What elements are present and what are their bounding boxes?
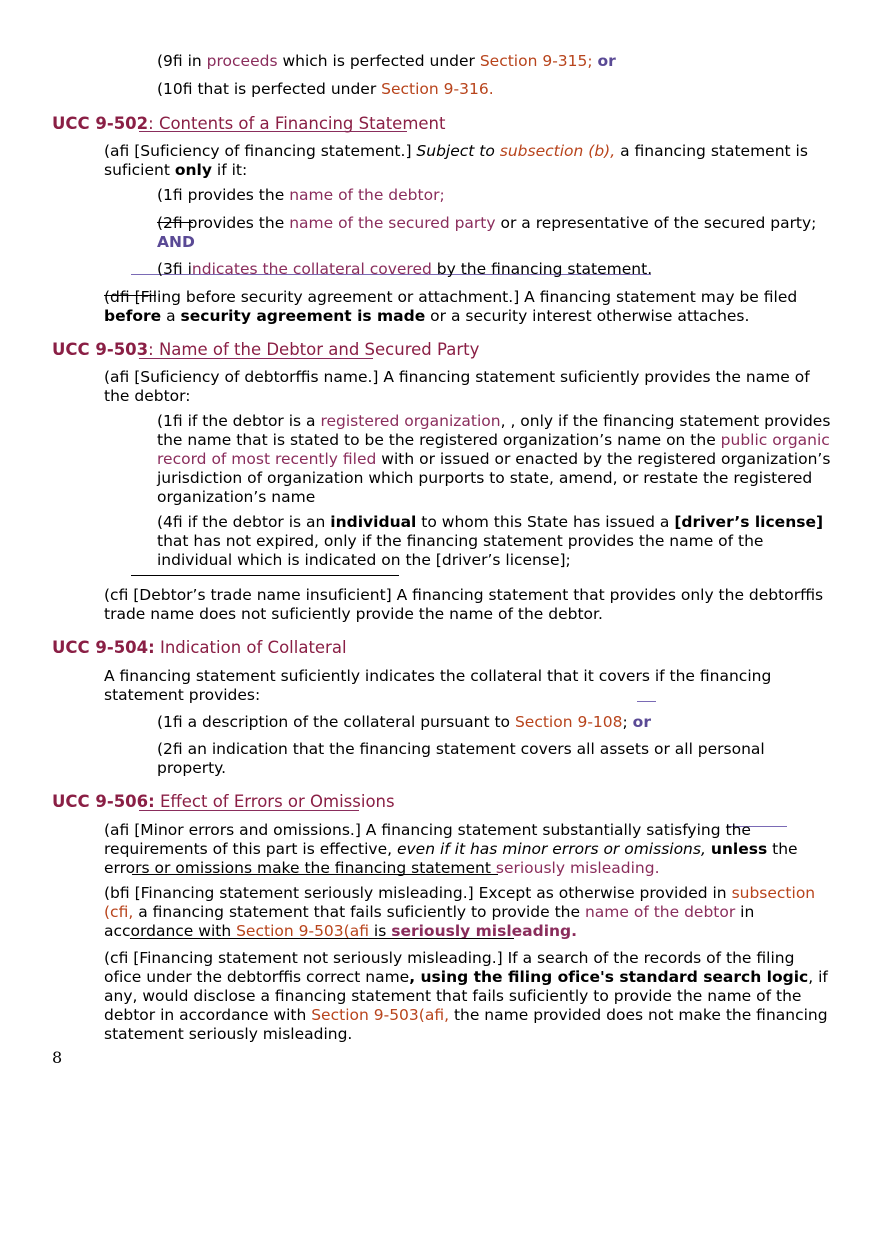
heading-9-506: UCC 9-506: Effect of Errors or Omissions [52,792,395,811]
s502-item-2: (2fi provides the name of the secured party or a representative of the secured party; AND [157,214,817,251]
name-of-debtor-link[interactable]: name of the debtor [584,903,736,921]
section-9-315-ref[interactable]: Section 9-315; [479,52,593,70]
s502-item-1: (1fi provides the name of the debtor; [157,186,445,204]
s503-item-1: (1fi if the debtor is a registered organization, , only if the financing statement provides the name that is stated to be the registered organization’s name on the public organic record of most recently filed with or issued or enacted by the registered organization’s jurisdiction of organization which purports to state, amend, or restate the registered organization’s name [157,412,831,506]
section-9-316-ref[interactable]: Section 9-316. [381,80,494,98]
name-of-debtor-link[interactable]: name of the debtor; [289,186,445,204]
s503-para-a: (afi [Sufi̇ciency of debtorffis name.] A financing statement sufi̇ciently provides the name of the debtor: [104,368,810,405]
proceeds-link[interactable]: proceeds [206,52,278,70]
seriously-misleading-link[interactable]: seriously misleading. [495,859,660,877]
heading-underline [139,358,373,359]
indicates-collateral-link[interactable]: ndicates the collateral covered [191,260,432,278]
s506-para-b: (bfi [Financing statement seriously misleading.] Except as otherwise provided in subsection (cfi, a financing statement that fails sufi̇ciently to provide the name of the debtor in accordance with Section 9-503(afi is seriously misleading. [104,884,816,940]
separator-line [131,575,399,576]
s504-item-1: (1fi a description of the collateral pursuant to Section 9-108; or [157,713,651,731]
s503-para-c: (cfi [Debtor’s trade name insufi̇cient] A financing statement that provides only the debtorffis trade name does not sufi̇ciently provide the name of the debtor. [104,586,824,623]
s504-item-2: (2fi an indication that the financing statement covers all assets or all personal property. [157,740,765,777]
section-9-503a-ref[interactable]: Section 9-503(afi, [311,1006,450,1024]
s506-para-c: (cfi [Financing statement not seriously misleading.] If a search of the records of the filing ofi̇ce under the debtorffis correct name, using the filing ofi̇ce's standard search logic, if any, would disclose a financing statement that fails sufi̇ciently to provide the name of the debtor in accordance with Section 9-503(afi, the name provided does not make the financing statement seriously misleading. [104,949,828,1043]
heading-9-503: UCC 9-503: Name of the Debtor and Secured Party [52,340,480,359]
s503-item-4: (4fi if the debtor is an individual to whom this State has issued a [driver’s license] that has not expired, only if the financing statement provides the name of the individual which is indicated on the [driver’s license]; [157,513,824,569]
s502-para-a: (afi [Sufi̇ciency of financing statement.] Subject to subsection (b), a financing statement is sufi̇cient only if it: [104,142,808,179]
registered-organization-link[interactable]: registered organization [320,412,501,430]
heading-9-504: UCC 9-504: Indication of Collateral [52,638,347,657]
s502-para-d: (dfi [Filing before security agreement or attachment.] A financing statement may be filed before a security agreement is made or a security interest otherwise attaches. [104,288,798,325]
underline [132,874,498,875]
item-10: (10fi that is perfected under Section 9-316. [157,80,494,98]
heading-9-502: UCC 9-502: Contents of a Financing Statement [52,114,446,133]
underline [130,938,514,939]
s506-para-a: (afi [Minor errors and omissions.] A financing statement substantially satisfying the requirements of this part is effective, even if it has minor errors or omissions, unless the errors or omissions make the financing statement seriously misleading. [104,821,798,877]
subsection-c-ref[interactable]: subsection (cfi, [104,884,816,921]
section-9-503a-ref[interactable]: Section 9-503(afi [236,922,369,940]
heading-underline [139,810,359,811]
s504-intro: A financing statement sufi̇ciently indicates the collateral that it covers if the financing statement provides: [104,667,772,704]
name-of-secured-party-link[interactable]: name of the secured party [289,214,496,232]
section-9-108-ref[interactable]: Section 9-108 [514,713,623,731]
revision-mark [637,701,656,702]
heading-underline [139,131,407,132]
s502-item-3: (3fi indicates the collateral covered by the financing statement. [157,260,653,278]
item-9: (9fi in proceeds which is perfected under Section 9-315; or [157,52,616,70]
subsection-b-ref[interactable]: subsection (b), [499,142,616,160]
public-organic-record-link[interactable]: public organic record of most recently filed [157,431,830,468]
page-number: 8 [52,1048,63,1067]
